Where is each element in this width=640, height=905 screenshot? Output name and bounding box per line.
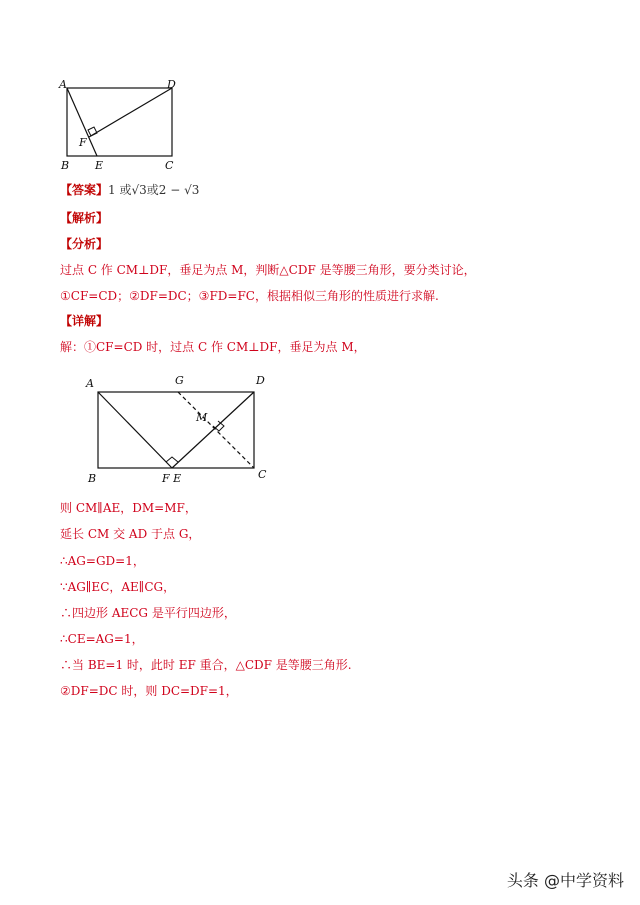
step-7: ∴当 BE=1 时，此时 EF 重合，△CDF 是等腰三角形. <box>60 658 352 672</box>
label-fe-2: F E <box>162 472 182 485</box>
label-e: E <box>95 159 104 172</box>
solution-line-1: 解：①CF=CD 时，过点 C 作 CM⊥DF，垂足为点 M， <box>60 340 366 354</box>
label-m-2: M <box>196 411 208 424</box>
segment-df <box>89 88 172 137</box>
right-angle-mark-m <box>213 421 224 431</box>
answer-text: 1 或√3或2 − √3 <box>108 183 200 197</box>
xiangjie-tag: 【详解】 <box>60 314 109 328</box>
fenxi-line-2: ①CF=CD；②DF=DC；③FD=FC，根据相似三角形的性质进行求解. <box>60 289 439 303</box>
label-c-2: C <box>258 468 267 481</box>
watermark: 头条 @中学资料 <box>506 871 624 890</box>
segment-gc-dashed <box>178 392 254 468</box>
fenxi-tag: 【分析】 <box>60 237 109 251</box>
label-c: C <box>165 159 174 172</box>
step-1: 则 CM∥AE，DM=MF， <box>60 501 197 515</box>
fenxi-line-1: 过点 C 作 CM⊥DF，垂足为点 M，判断△CDF 是等腰三角形，要分类讨论， <box>60 263 476 277</box>
rect-abcd-2 <box>98 392 254 468</box>
label-b: B <box>61 159 70 172</box>
label-d: D <box>167 78 176 91</box>
step-6: ∴CE=AG=1， <box>60 632 144 646</box>
answer-line <box>60 182 199 198</box>
step-2: 延长 CM 交 AD 于点 G， <box>60 527 201 541</box>
label-f: F <box>79 136 87 149</box>
figure-1-rectangle <box>55 78 190 176</box>
label-g-2: G <box>175 374 184 387</box>
right-angle-mark-f <box>166 457 178 462</box>
answer-tag: 【答案】 <box>60 183 109 197</box>
step-8: ②DF=DC 时，则 DC=DF=1， <box>60 684 238 698</box>
step-4: ∵AG∥EC，AE∥CG， <box>60 580 176 594</box>
label-a: A <box>59 78 67 91</box>
analysis-tag: 【解析】 <box>60 211 109 225</box>
segment-ae-2 <box>98 392 172 468</box>
figure-2-rectangle <box>80 368 280 490</box>
label-b-2: B <box>88 472 97 485</box>
step-5: ∴四边形 AECG 是平行四边形， <box>60 606 236 620</box>
label-d-2: D <box>256 374 265 387</box>
step-3: ∴AG=GD=1， <box>60 554 145 568</box>
label-a-2: A <box>86 377 94 390</box>
segment-df-2 <box>172 392 254 468</box>
